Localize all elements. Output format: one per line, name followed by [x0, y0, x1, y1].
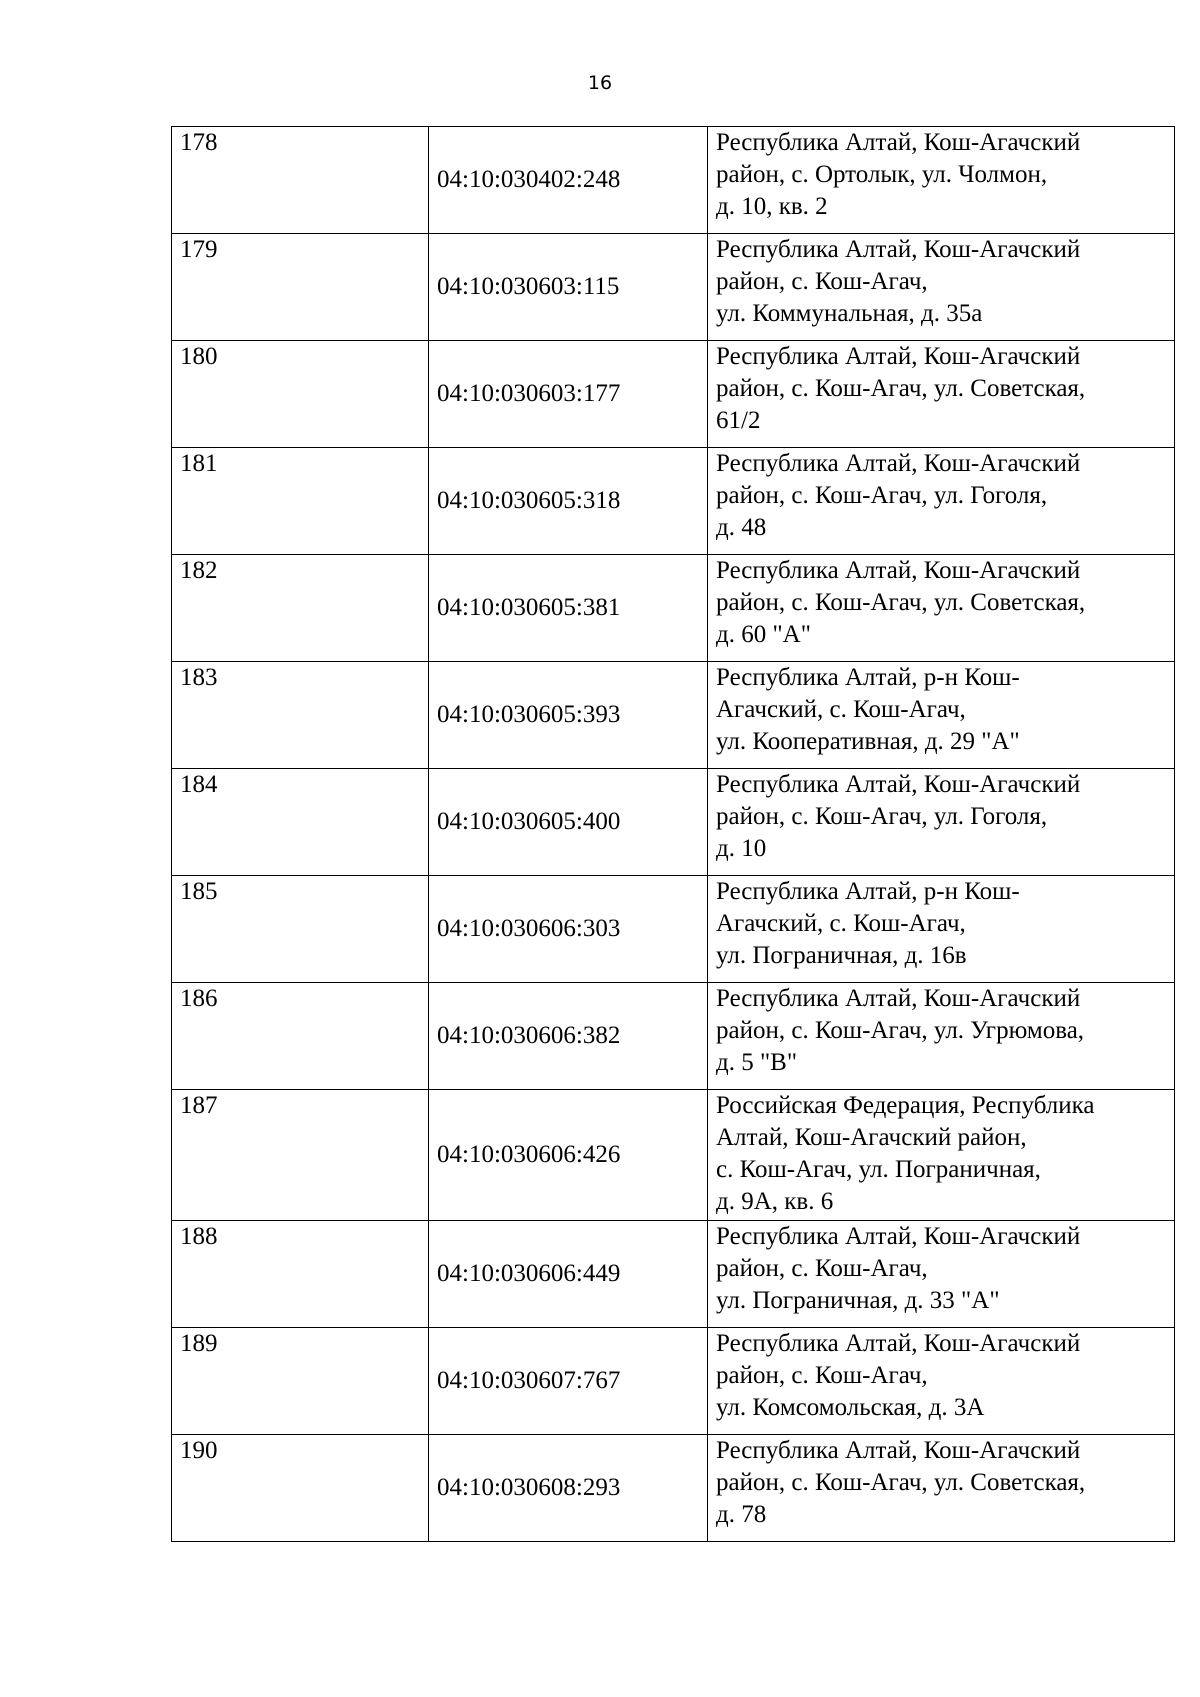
table-row [172, 234, 1175, 341]
table-row [172, 1435, 1175, 1542]
address-cell [708, 1328, 1175, 1435]
address-line: Республика Алтай, Кош-Агачский [716, 343, 1081, 370]
address-cell [708, 1090, 1175, 1221]
address-cell [708, 662, 1175, 769]
row-number-cell: 179 [172, 234, 429, 341]
row-number-cell: 181 [172, 448, 429, 555]
address-line: Республика Алтай, р-н Кош- [716, 664, 1020, 691]
row-number-cell: 189 [172, 1328, 429, 1435]
row-number-cell: 186 [172, 983, 429, 1090]
address-line: Республика Алтай, Кош-Агачский [716, 1437, 1081, 1464]
address-line: ул. Пограничная, д. 16в [716, 942, 967, 969]
address-line: Республика Алтай, Кош-Агачский [716, 1330, 1081, 1357]
address-line: ул. Пограничная, д. 33 "А" [716, 1287, 1000, 1314]
table-row [172, 876, 1175, 983]
property-registry-table [171, 126, 1175, 1542]
address-line: д. 5 "В" [716, 1049, 798, 1076]
address-line: район, с. Кош-Агач, ул. Советская, [716, 375, 1086, 402]
row-number-cell: 178 [172, 127, 429, 234]
cadastral-number-cell: 04:10:030606:426 [429, 1090, 708, 1221]
table-row [172, 448, 1175, 555]
address-line: Алтай, Кош-Агачский район, [716, 1124, 1027, 1151]
address-cell [708, 341, 1175, 448]
cadastral-number-cell: 04:10:030605:318 [429, 448, 708, 555]
address-line: д. 48 [716, 514, 767, 541]
table-row [172, 341, 1175, 448]
cadastral-number-cell: 04:10:030608:293 [429, 1435, 708, 1542]
address-cell [708, 1221, 1175, 1328]
address-line: 61/2 [716, 407, 761, 434]
address-cell [708, 234, 1175, 341]
row-number-cell: 187 [172, 1090, 429, 1221]
row-number-cell: 185 [172, 876, 429, 983]
table-row [172, 1090, 1175, 1221]
address-line: район, с. Кош-Агач, [716, 1362, 928, 1389]
address-line: район, с. Кош-Агач, [716, 268, 928, 295]
table-row [172, 555, 1175, 662]
address-line: Республика Алтай, Кош-Агачский [716, 771, 1081, 798]
row-number-cell: 190 [172, 1435, 429, 1542]
address-line: Республика Алтай, р-н Кош- [716, 878, 1020, 905]
cadastral-number-cell: 04:10:030603:115 [429, 234, 708, 341]
table-row [172, 127, 1175, 234]
address-line: с. Кош-Агач, ул. Пограничная, [716, 1156, 1041, 1183]
address-line: д. 10 [716, 835, 767, 862]
address-line: район, с. Кош-Агач, ул. Гоголя, [716, 803, 1048, 830]
page-number: 16 [587, 72, 613, 94]
address-cell [708, 983, 1175, 1090]
address-line: ул. Коммунальная, д. 35а [716, 300, 983, 327]
cadastral-number-cell: 04:10:030605:400 [429, 769, 708, 876]
address-line: Республика Алтай, Кош-Агачский [716, 129, 1081, 156]
address-cell [708, 448, 1175, 555]
cadastral-number-cell: 04:10:030605:381 [429, 555, 708, 662]
table-row [172, 769, 1175, 876]
cadastral-number-cell: 04:10:030607:767 [429, 1328, 708, 1435]
cadastral-number-cell: 04:10:030603:177 [429, 341, 708, 448]
address-line: Российская Федерация, Республика [716, 1092, 1095, 1119]
address-line: д. 9А, кв. 6 [716, 1188, 834, 1215]
table-row [172, 1328, 1175, 1435]
table-row [172, 662, 1175, 769]
address-line: район, с. Кош-Агач, ул. Советская, [716, 589, 1086, 616]
address-line: Республика Алтай, Кош-Агачский [716, 557, 1081, 584]
address-line: район, с. Кош-Агач, ул. Гоголя, [716, 482, 1048, 509]
address-line: ул. Кооперативная, д. 29 "А" [716, 728, 1020, 755]
address-line: ул. Комсомольская, д. 3А [716, 1394, 985, 1421]
cadastral-number-cell: 04:10:030606:449 [429, 1221, 708, 1328]
row-number-cell: 180 [172, 341, 429, 448]
address-line: д. 78 [716, 1501, 767, 1528]
row-number-cell: 184 [172, 769, 429, 876]
address-line: район, с. Кош-Агач, ул. Угрюмова, [716, 1017, 1085, 1044]
row-number-cell: 182 [172, 555, 429, 662]
registry-table-body [172, 127, 1175, 1542]
address-line: Агачский, с. Кош-Агач, [716, 910, 966, 937]
address-line: район, с. Кош-Агач, [716, 1255, 928, 1282]
address-line: Республика Алтай, Кош-Агачский [716, 985, 1081, 1012]
row-number-cell: 188 [172, 1221, 429, 1328]
address-line: район, с. Кош-Агач, ул. Советская, [716, 1469, 1086, 1496]
table-row [172, 983, 1175, 1090]
address-line: район, с. Ортолык, ул. Чолмон, [716, 161, 1048, 188]
cadastral-number-cell: 04:10:030402:248 [429, 127, 708, 234]
address-line: Республика Алтай, Кош-Агачский [716, 1223, 1081, 1250]
address-cell [708, 127, 1175, 234]
cadastral-number-cell: 04:10:030606:303 [429, 876, 708, 983]
address-cell [708, 876, 1175, 983]
address-line: Республика Алтай, Кош-Агачский [716, 236, 1081, 263]
address-line: д. 60 "А" [716, 621, 811, 648]
address-cell [708, 555, 1175, 662]
address-cell [708, 769, 1175, 876]
row-number-cell: 183 [172, 662, 429, 769]
address-line: Агачский, с. Кош-Агач, [716, 696, 966, 723]
cadastral-number-cell: 04:10:030606:382 [429, 983, 708, 1090]
cadastral-number-cell: 04:10:030605:393 [429, 662, 708, 769]
table-row [172, 1221, 1175, 1328]
address-line: Республика Алтай, Кош-Агачский [716, 450, 1081, 477]
address-line: д. 10, кв. 2 [716, 193, 828, 220]
address-cell [708, 1435, 1175, 1542]
